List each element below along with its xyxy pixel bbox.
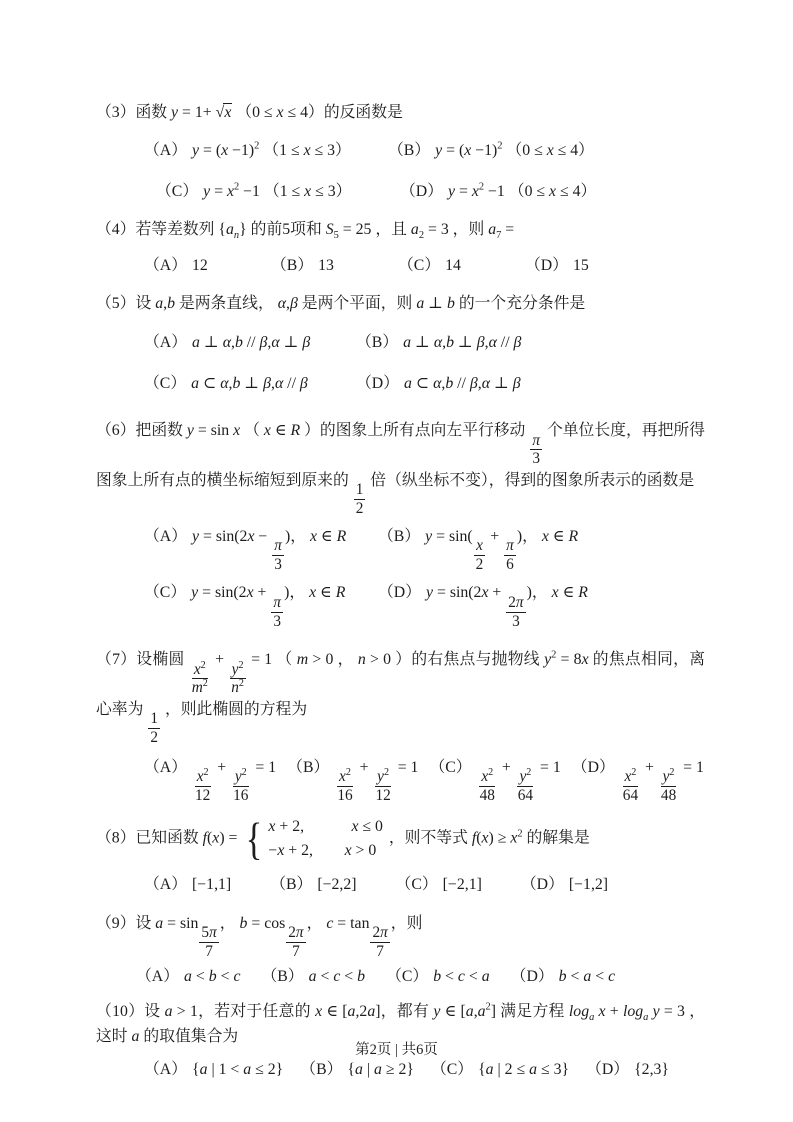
option-label: （B） [300,1061,343,1079]
question-9 [96,911,705,990]
option-label: （D） [356,374,400,392]
option-a [144,524,378,574]
option-label: （B） [378,527,421,545]
option-text: {a | 1 < a ≤ 2} [192,1061,284,1079]
option-label: （D） [520,876,564,894]
option-label: （A） [144,758,188,776]
option-b [271,253,398,278]
option-b [287,755,418,805]
option-text: 15 [573,257,589,275]
option-text: a ⊂ α,b // β,α ⊥ β [404,374,521,392]
option-text: y = sin( $\frac{x}{2}$ + $\frac{\pi}{6}$ )， x ∈ R [425,527,579,573]
question-7 [96,647,705,804]
option-label: （C） [395,876,438,894]
option-label: （C） [144,374,187,392]
question-9-options [96,964,705,989]
option-label: （B） [388,142,431,160]
option-label: （C） [144,584,187,602]
option-c [431,1057,569,1082]
option-text: a < b < c [184,968,241,986]
option-a [144,330,356,355]
option-label: （B） [270,876,313,894]
question-6-options [96,524,705,631]
page-footer: 第2页 | 共6页 [355,1042,438,1058]
question-10-options [96,1057,705,1082]
option-label: （A） [144,257,188,275]
option-text: a ⊥ α,b // β,α ⊥ β [192,333,311,351]
question-7-stem: （7）设椭圆 $\frac{x^2}{m^2}$ + $\frac{y^2}{n^2}$ = 1 （ m > 0 ， n > 0 ）的右焦点与抛物线 $y^2 = 8x$ 的焦点相同，离心率为 $\frac{1}{2}$ ，则此椭圆的方程为 [96,649,706,746]
option-d [388,179,705,204]
option-b [388,138,705,163]
option-a [136,964,240,989]
option-text: 14 [445,257,461,275]
option-text: 13 [318,257,334,275]
option-text: 12 [192,257,208,275]
question-6 [96,418,705,630]
option-text: {a | 2 ≤ a ≤ 3} [478,1061,570,1079]
option-text: [−2,2] [317,876,357,894]
question-6-stem: （6）把函数 y = sin x （ x ∈ R ）的图象上所有点向左平行移动 $\frac{\pi}{3}$ 个单位长度，再把所得图象上所有点的横坐标缩短到原来的 $\frac{1}{2}$ 倍（纵坐标不变），得到的图象所表示的函数是 [96,422,705,517]
question-5 [96,291,705,396]
option-text: [−2,1] [442,876,482,894]
option-text: a < c < b [308,968,366,986]
question-5-options [96,330,705,397]
option-text: $\frac{x^2}{16}$ + $\frac{y^2}{12}$ = 1 [337,758,419,804]
option-b [378,524,705,574]
option-a [144,253,271,278]
option-label: （B） [287,758,330,776]
option-d [586,1057,669,1082]
option-c [429,755,560,805]
question-9-stem: （9）设 a = sin $\frac{5\pi}{7}$ ， b = cos $\frac{2\pi}{7}$ ， c = tan $\frac{2\pi}{7}$ ，则 [96,914,423,960]
option-d [572,755,704,805]
option-text: b < a < c [558,968,616,986]
option-b [270,872,356,897]
question-8 [96,812,705,897]
option-b [300,1057,414,1082]
option-label: （D） [510,968,554,986]
option-b [356,330,705,355]
option-label: （A） [144,1061,188,1079]
question-4-stem: （4）若等差数列 $\{a_n\}$ 的前5项和 $S_5 = 25$ ，且 $a_2 = 3$ ，则 $a_7$ = [96,220,515,241]
option-text: $\frac{x^2}{12}$ + $\frac{y^2}{16}$ = 1 [195,758,277,804]
option-text: a ⊥ α,b ⊥ β,α // β [403,333,522,351]
option-a [144,755,276,805]
option-d [511,964,615,989]
question-7-options [96,755,705,805]
option-c [386,964,490,989]
option-a [144,138,388,163]
option-text: b < c < a [433,968,490,986]
question-4-options [96,253,705,278]
option-a [144,872,231,897]
question-4 [96,217,705,279]
option-label: （B） [271,257,314,275]
option-d [378,580,705,630]
option-a [144,1057,283,1082]
option-label: （D） [378,584,422,602]
option-c [144,371,356,396]
option-label: （A） [144,333,188,351]
option-c [398,253,525,278]
option-label: （B） [356,333,399,351]
option-c [144,580,378,630]
option-text: $y = (x -1)^2$ （0 ≤ x ≤ 4） [435,141,594,160]
option-label: （B） [261,968,304,986]
question-3-stem: （3）函数 y = 1+ √x （0 ≤ x ≤ 4）的反函数是 [96,104,403,121]
option-text: y = sin(2x + $\frac{2\pi}{3}$ )， x ∈ R [426,584,588,630]
option-text: {a | a ≥ 2} [347,1061,414,1079]
option-label: （A） [144,527,188,545]
option-label: （C） [430,1061,474,1079]
option-label: （D） [571,758,615,776]
option-label: （C） [386,968,429,986]
option-text: [−1,1] [192,876,232,894]
option-d [356,371,705,396]
option-text: $y = x^2 -1$ （1 ≤ x ≤ 3） [203,181,352,200]
option-text: y = sin(2x − $\frac{\pi}{3}$ )， x ∈ R [192,527,347,573]
option-text: y = sin(2x + $\frac{\pi}{3}$ )， x ∈ R [191,584,346,630]
option-text: $y = (x -1)^2$ （1 ≤ x ≤ 3） [192,141,351,160]
option-label: （A） [144,876,188,894]
option-d [525,253,652,278]
option-c [144,179,388,204]
option-label: （D） [525,257,569,275]
question-8-options [96,872,705,897]
option-text: {2,3} [634,1061,670,1079]
question-3 [96,100,705,204]
option-label: （C） [398,257,441,275]
option-label: （D） [586,1061,630,1079]
option-label: （C） [429,758,472,776]
option-b [261,964,365,989]
option-text: $\frac{x^2}{64}$ + $\frac{y^2}{48}$ = 1 [622,758,704,804]
option-label: （D） [400,182,444,200]
option-c [396,872,482,897]
option-label: （A） [136,968,180,986]
option-text: a ⊂ α,b ⊥ β,α // β [191,374,308,392]
option-text: $\frac{x^2}{48}$ + $\frac{y^2}{64}$ = 1 [479,758,561,804]
option-label: （A） [144,142,188,160]
option-label: （C） [156,182,199,200]
question-8-stem: （8）已知函数 f(x) = { x + 2, x ≤ 0 −x + 2, x > 0 ，则不等式 $f(x) \ge x^2$ 的解集是 [96,812,590,864]
option-d [521,872,608,897]
option-text: [−1,2] [568,876,609,894]
question-10-stem: （10）设 a > 1，若对于任意的 x ∈ [a,2a]，都有 y ∈ $[a,a^2]$ 满足方程 $\log_a x + \log_a y = 3$ ，这时 a 的取值集合为 [96,1001,705,1045]
question-5-stem: （5）设 a,b 是两条直线， α,β 是两个平面，则 a ⊥ b 的一个充分条件是 [96,295,586,313]
question-3-options [96,138,705,204]
option-text: $y = x^2 -1$ （0 ≤ x ≤ 4） [448,181,597,200]
